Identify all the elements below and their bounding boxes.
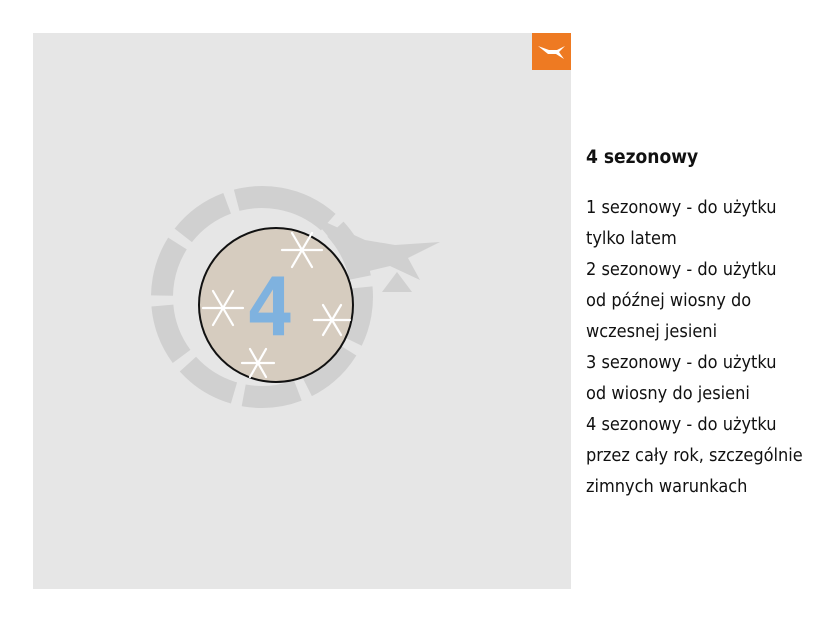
season-count-numeral: 4 (245, 261, 295, 354)
season-title: 4 sezonowy (586, 146, 699, 168)
description-line: 2 sezonowy - do użytku (586, 259, 777, 280)
description-line: 4 sezonowy - do użytku (586, 414, 777, 435)
description-line: od późnej wiosny do (586, 290, 752, 311)
bird-logo-icon (537, 41, 567, 63)
description-line: 1 sezonowy - do użytku (586, 197, 777, 218)
description-line: tylko latem (586, 228, 677, 249)
brand-logo-badge (532, 33, 571, 70)
description-line: od wiosny do jesieni (586, 383, 750, 404)
description-line: przez cały rok, szczególnie (586, 445, 803, 466)
cycle-arrow-icon (382, 272, 412, 292)
description-line: wczesnej jesieni (586, 321, 718, 342)
description-line: zimnych warunkach (586, 476, 748, 497)
season-rating-graphic (150, 160, 450, 430)
season-description (586, 192, 826, 502)
description-line: 3 sezonowy - do użytku (586, 352, 777, 373)
season-info (586, 146, 826, 502)
